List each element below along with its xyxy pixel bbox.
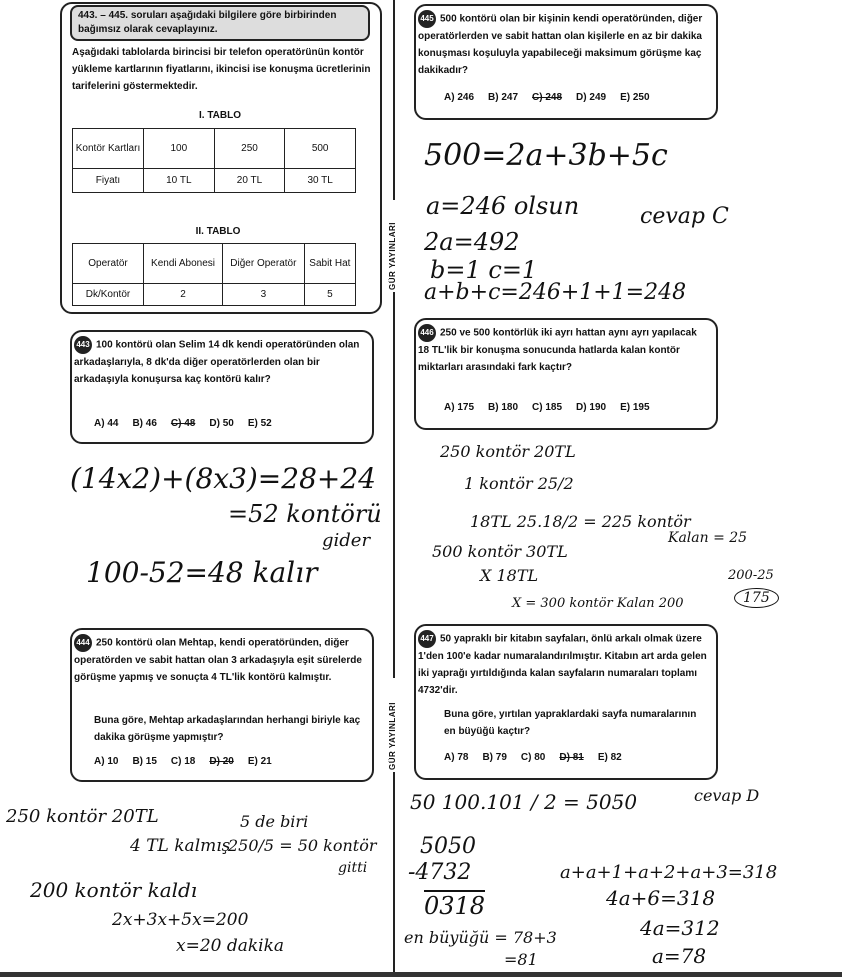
option-c[interactable]: C) 185: [532, 402, 563, 413]
column-divider-middle: [393, 292, 395, 678]
handwriting-447-line2: cevap D: [694, 786, 760, 805]
table2-cell: Dk/Kontör: [73, 284, 144, 306]
handwriting-445-line1: 500=2a+3b+5c: [424, 138, 668, 173]
handwriting-445-line5: b=1 c=1: [430, 256, 538, 284]
instruction-text: 443. – 445. soruları aşağıdaki bilgilere göre birbirinden bağımsız olarak cevaplayınız.: [70, 5, 370, 41]
table1: [72, 128, 356, 193]
table2-title: II. TABLO: [195, 226, 241, 237]
handwriting-445-line6: a+b+c=246+1+1=248: [424, 280, 687, 305]
question-447-prompt: Buna göre, yırtılan yapraklardaki sayfa numaralarının en büyüğü kaçtır?: [444, 709, 697, 737]
question-445-options: [444, 92, 650, 103]
table2-header-cell: Diğer Operatör: [223, 244, 305, 284]
handwriting-444-line6: 200 kontör kaldı: [30, 878, 198, 902]
question-447: [418, 630, 708, 699]
option-d[interactable]: D) 81: [559, 752, 584, 763]
handwriting-446-line3: 18TL 25.18/2 = 225 kontör: [470, 512, 691, 531]
option-b[interactable]: B) 15: [132, 756, 157, 767]
question-445: [418, 10, 708, 79]
publisher-label-top: GÜR YAYINLARI: [388, 222, 397, 290]
handwriting-444-line7: 2x+3x+5x=200: [112, 910, 249, 930]
handwriting-447-line6: a+a+1+a+2+a+3=318: [560, 862, 778, 883]
question-447-options: [444, 752, 622, 763]
question-number-badge: 444: [74, 634, 92, 652]
handwriting-444-line8: x=20 dakika: [176, 936, 285, 956]
option-d[interactable]: D) 20: [209, 756, 234, 767]
handwriting-446-line6: X 18TL: [480, 566, 539, 585]
handwriting-446-answer: 175: [734, 588, 779, 608]
question-number-badge: 443: [74, 336, 92, 354]
handwriting-447-line7: 4a+6=318: [606, 886, 716, 910]
option-a[interactable]: A) 10: [94, 756, 119, 767]
table2: [72, 243, 356, 306]
table2-cell: 3: [223, 284, 305, 306]
option-b[interactable]: B) 79: [482, 752, 507, 763]
question-443-text: 100 kontörü olan Selim 14 dk kendi operatöründen olan arkadaşlarıyla, 8 dk'da diğer operatörlerden olan bir arkadaşıyla konuşursa kaç kontörü kalır?: [74, 339, 360, 385]
handwriting-446-line4: Kalan = 25: [668, 530, 748, 546]
handwriting-443-line3: gider: [322, 530, 371, 551]
question-446: [418, 324, 708, 376]
question-444-options: [94, 756, 272, 767]
option-b[interactable]: B) 247: [488, 92, 519, 103]
table2-header-cell: Sabit Hat: [304, 244, 355, 284]
option-c[interactable]: C) 248: [532, 92, 563, 103]
option-d[interactable]: D) 50: [209, 418, 234, 429]
handwriting-446-line5: 500 kontör 30TL: [432, 542, 568, 561]
table1-cell: Fiyatı: [73, 169, 144, 193]
handwriting-444-line5: gitti: [338, 860, 368, 876]
handwriting-447-line5: 0318: [424, 892, 486, 920]
option-b[interactable]: B) 46: [132, 418, 157, 429]
handwriting-444-line4: 250/5 = 50 kontör: [228, 836, 377, 855]
table2-header-cell: Kendi Abonesi: [144, 244, 223, 284]
option-a[interactable]: A) 44: [94, 418, 119, 429]
table1-cell: 30 TL: [285, 169, 356, 193]
handwriting-443-line1: (14x2)+(8x3)=28+24: [70, 462, 376, 495]
publisher-label-bottom: GÜR YAYINLARI: [388, 702, 397, 770]
handwriting-443-line4: 100-52=48 kalır: [86, 556, 318, 589]
page-bottom-edge: [0, 972, 842, 977]
table2-cell: 2: [144, 284, 223, 306]
table1-header-cell: Kontör Kartları: [73, 129, 144, 169]
column-divider-bottom: [393, 772, 395, 972]
handwriting-444-line2: 4 TL kalmış: [130, 836, 231, 856]
option-e[interactable]: E) 52: [247, 418, 272, 429]
table1-cell: 10 TL: [144, 169, 215, 193]
question-444-prompt: Buna göre, Mehtap arkadaşlarından herhangi biriyle kaç dakika görüşme yapmıştır?: [94, 715, 361, 743]
handwriting-447-answer: =81: [504, 950, 538, 969]
option-e[interactable]: E) 250: [620, 92, 650, 103]
handwriting-447-line8: 4a=312: [640, 916, 720, 940]
table1-header-cell: 250: [214, 129, 285, 169]
question-number-badge: 447: [418, 630, 436, 648]
handwriting-447-line9: a=78: [652, 944, 707, 968]
table1-header-cell: 100: [144, 129, 215, 169]
handwriting-447-line3: 5050: [420, 834, 476, 859]
option-d[interactable]: D) 190: [576, 402, 607, 413]
question-number-badge: 445: [418, 10, 436, 28]
handwriting-445-line3: cevap C: [640, 204, 729, 229]
question-443: [74, 336, 364, 388]
question-444: [74, 634, 364, 686]
handwriting-446-line2: 1 kontör 25/2: [464, 474, 574, 493]
option-c[interactable]: C) 18: [170, 756, 196, 767]
table1-title: I. TABLO: [198, 110, 242, 121]
table1-cell: 20 TL: [214, 169, 285, 193]
option-c[interactable]: C) 48: [170, 418, 196, 429]
handwriting-446-line7: X = 300 kontör Kalan 200: [512, 596, 684, 611]
handwriting-447-line4: -4732: [408, 860, 472, 885]
table1-header-cell: 500: [285, 129, 356, 169]
option-a[interactable]: A) 78: [444, 752, 469, 763]
option-d[interactable]: D) 249: [576, 92, 607, 103]
handwriting-446-line8: 200-25: [728, 568, 774, 583]
option-e[interactable]: E) 21: [247, 756, 272, 767]
handwriting-447-line1: 50 100.101 / 2 = 5050: [410, 790, 638, 814]
handwriting-443-line2: =52 kontörü: [228, 500, 382, 528]
question-446-text: 250 ve 500 kontörlük iki ayrı hattan aynı ayrı yapılacak 18 TL'lik bir konuşma sonucunda hatlarda kalan kontör miktarları arasındaki fark kaçtır?: [418, 327, 697, 373]
question-443-options: [94, 418, 272, 429]
option-c[interactable]: C) 80: [520, 752, 546, 763]
option-a[interactable]: A) 246: [444, 92, 475, 103]
question-number-badge: 446: [418, 324, 436, 342]
handwriting-447-line10: en büyüğü = 78+3: [404, 928, 557, 947]
table2-header-cell: Operatör: [73, 244, 144, 284]
question-446-options: [444, 402, 650, 413]
handwriting-445-line2: a=246 olsun: [426, 192, 580, 220]
handwriting-445-line4: 2a=492: [424, 228, 520, 256]
option-b[interactable]: B) 180: [488, 402, 519, 413]
intro-text: Aşağıdaki tablolarda birincisi bir telefon operatörünün kontör yükleme kartlarının fiyatlarını, ikincisi ise konuşma ücretlerinin tarifelerini göstermektedir.: [72, 47, 371, 92]
table2-cell: 5: [304, 284, 355, 306]
option-e[interactable]: E) 82: [597, 752, 622, 763]
question-445-text: 500 kontörü olan bir kişinin kendi operatöründen, diğer operatörlerden ve sabit hattan olan kişilerle en az bir dakika konuşması koşuluyla yapabileceği maksimum görüşme kaç dakikadır?: [418, 13, 703, 76]
option-a[interactable]: A) 175: [444, 402, 475, 413]
question-447-text: 50 yapraklı bir kitabın sayfaları, önlü arkalı olmak üzere 1'den 100'e kadar numaralandırılmıştır. Kitabın art arda gelen iki yaprağı yırtıldığında kalan sayfaların numaraları toplamı 4732'dir.: [418, 633, 707, 696]
column-divider-top: [393, 0, 395, 200]
handwriting-444-line3: 5 de biri: [240, 812, 309, 831]
question-444-text: 250 kontörü olan Mehtap, kendi operatöründen, diğer operatörden ve sabit hattan olan 3 arkadaşıyla eşit sürelerde görüşme yapmış ve sonuçta 4 TL'lik kontörü kalmıştır.: [74, 637, 362, 683]
option-e[interactable]: E) 195: [620, 402, 650, 413]
handwriting-444-line1: 250 kontör 20TL: [6, 806, 159, 827]
handwriting-446-line1: 250 kontör 20TL: [440, 442, 576, 461]
